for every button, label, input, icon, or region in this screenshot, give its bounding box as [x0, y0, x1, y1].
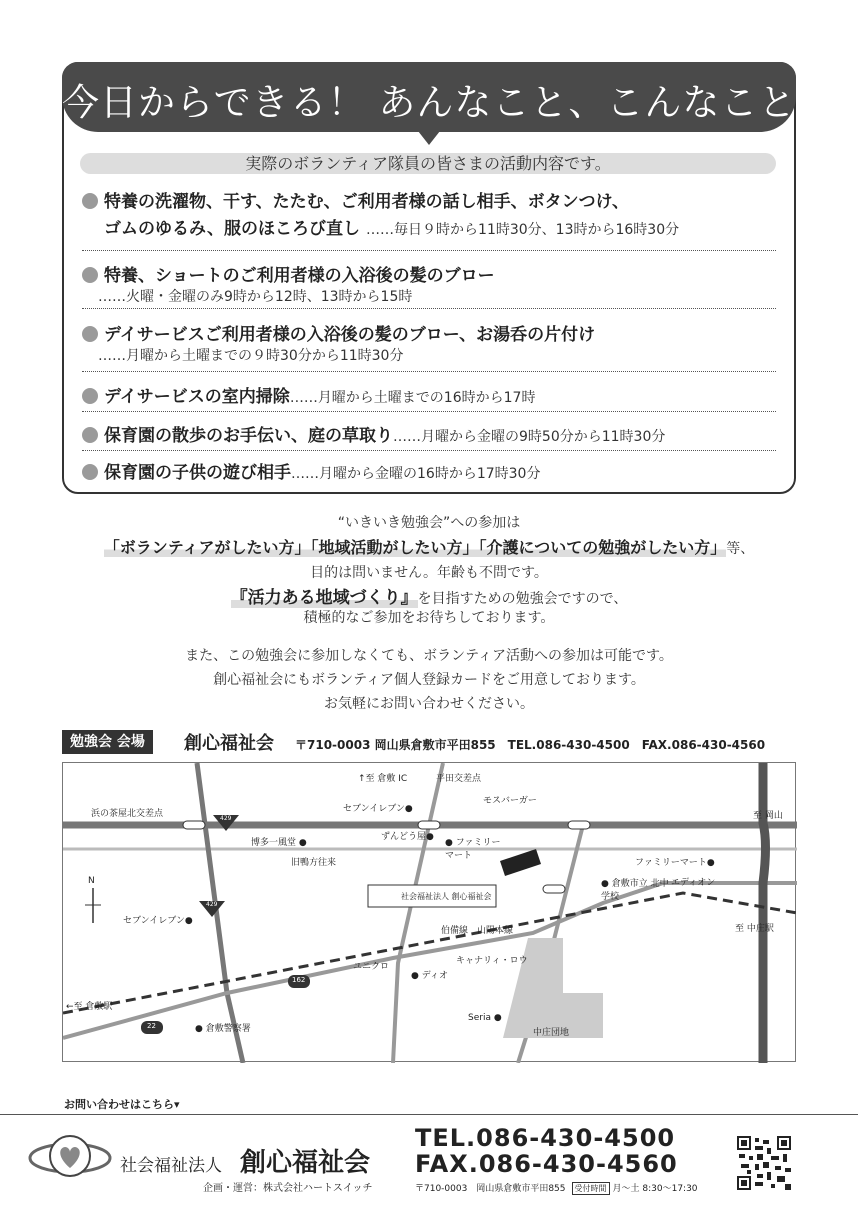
- map-label: ↑至 倉敷 IC: [358, 774, 408, 784]
- divider: [82, 308, 776, 309]
- map-label: ユニクロ: [353, 962, 390, 972]
- org-name: 創心福祉会: [240, 1148, 371, 1178]
- map-label: ● ディオ: [411, 971, 448, 981]
- facility-label: 社会福祉法人 創心福祉会: [401, 892, 492, 901]
- map-label: ファミリーマート●: [635, 858, 715, 868]
- map-label: 博多一風堂 ●: [251, 838, 307, 848]
- divider: [82, 250, 776, 251]
- bullet-icon: [82, 427, 98, 443]
- divider: [82, 371, 776, 372]
- access-map: [62, 762, 796, 1062]
- map-label: セブンイレブン●: [343, 804, 413, 814]
- info-line-5: 積極的なご参加をお待ちしております。: [303, 610, 555, 626]
- venue-label: 勉強会 会場: [62, 730, 153, 754]
- info-line-4: 『活力ある地域づくり』を目指すための勉強会ですので、: [230, 588, 628, 608]
- road-429: [197, 763, 243, 1063]
- map-label: モスバーガー: [483, 796, 537, 806]
- venue-address: 〒710-0003 岡山県倉敷市平田855 TEL.086-430-4500 FAX.086-430-4560: [295, 738, 766, 752]
- facility-building: [500, 849, 541, 876]
- signal-icon: [568, 821, 590, 829]
- footer-fax: FAX.086-430-4560: [415, 1150, 678, 1178]
- footer-divider: [0, 1114, 858, 1115]
- banner-tail: [418, 131, 440, 145]
- divider: [82, 411, 776, 412]
- activity-item-6: 保育園の子供の遊び相手 ……月曜から金曜の16時から17時30分: [82, 458, 782, 483]
- info-line-2: 「ボランティアがしたい方」「地域活動がしたい方」「介護についての勉強がしたい方」等、: [103, 538, 755, 557]
- map-label: 平田交差点: [436, 774, 482, 784]
- activity-item-5: 保育園の散歩のお手伝い、庭の草取り ……月曜から金曜の9時50分から11時30分: [82, 421, 782, 446]
- hours: 月〜土 8:30〜17:30: [612, 1184, 698, 1194]
- info-line-8: お気軽にお問い合わせください。: [324, 696, 534, 712]
- route-label: 429: [206, 901, 218, 908]
- bullet-icon: [82, 464, 98, 480]
- map-label: ● 倉敷市立 北中学校: [601, 879, 669, 902]
- inquiry-label: お問い合わせはこちら▾: [64, 1098, 180, 1111]
- footer-address-line: 〒710-0003 岡山県倉敷市平田855 受付時間 月〜土 8:30〜17:30: [415, 1184, 698, 1194]
- info-line-1: “いきいき勉強会”への参加は: [337, 515, 521, 531]
- activity-item-4: デイサービスの室内掃除 ……月曜から土曜までの16時から17時: [82, 382, 782, 407]
- map-label: 至 中庄駅: [735, 924, 774, 934]
- info-line-7: 創心福祉会にもボランティア個人登録カードをご用意しております。: [213, 672, 645, 688]
- info-line-3: 目的は問いません。年齢も不問です。: [310, 565, 548, 581]
- hours-label: 受付時間: [572, 1182, 610, 1195]
- route-label: 22: [147, 1022, 156, 1030]
- map-label: 伯備線 山陽本線: [441, 926, 514, 936]
- map-label: キャナリィ・ロウ: [456, 956, 528, 966]
- map-label: ずんどう屋●: [381, 832, 434, 842]
- footer-tel: TEL.086-430-4500: [415, 1124, 676, 1152]
- divider: [82, 450, 776, 451]
- route-label: 429: [220, 815, 232, 822]
- org-operator: 企画・運営：株式会社ハートスイッチ: [203, 1183, 373, 1194]
- bullet-icon: [82, 267, 98, 283]
- activity-subhead: 実際のボランティア隊員の皆さまの活動内容です。: [80, 153, 776, 174]
- info-line-6: また、この勉強会に参加しなくても、ボランティア活動への参加は可能です。: [185, 648, 673, 664]
- logo-icon: [28, 1128, 112, 1188]
- activity-item-1: 特養の洗濯物、干す、たたむ、ご利用者様の話し相手、ボタンつけ、 ゴムのゆるみ、服のほころび直し ……毎日９時から11時30分、13時から16時30分: [82, 187, 782, 239]
- bullet-icon: [82, 326, 98, 342]
- signal-icon: [543, 885, 565, 893]
- map-label: セブンイレブン●: [123, 916, 193, 926]
- route-label: 162: [292, 976, 306, 984]
- bullet-icon: [82, 388, 98, 404]
- org-type: 社会福祉法人: [120, 1156, 222, 1176]
- map-label: ● ファミリー マート: [445, 838, 501, 861]
- map-label: エディオン: [671, 878, 716, 888]
- north-label: N: [88, 876, 95, 886]
- map-label: ←至 倉敷駅: [66, 1002, 113, 1012]
- signal-icon: [183, 821, 205, 829]
- signal-icon: [418, 821, 440, 829]
- map-label: 旧鴨方往来: [291, 858, 337, 868]
- qr-code-icon: [737, 1136, 791, 1190]
- map-label: Seria ●: [468, 1013, 502, 1023]
- banner-title: 今日からできる！ あんなこと、こんなこと: [62, 81, 797, 124]
- activity-item-2: 特養、ショートのご利用者様の入浴後の髪のブロー ……火曜・金曜のみ9時から12時、13時から15時: [82, 261, 782, 306]
- venue-name: 創心福祉会: [184, 733, 274, 754]
- bullet-icon: [82, 193, 98, 209]
- map-label: ● 倉敷警察署: [195, 1024, 251, 1034]
- activity-item-3: デイサービスご利用者様の入浴後の髪のブロー、お湯呑の片付け ……月曜から土曜までの９時30分から11時30分: [82, 320, 782, 365]
- map-label: 至 岡山: [753, 811, 783, 821]
- map-label: 浜の茶屋北交差点: [91, 809, 164, 819]
- map-label: 中庄団地: [533, 1028, 570, 1038]
